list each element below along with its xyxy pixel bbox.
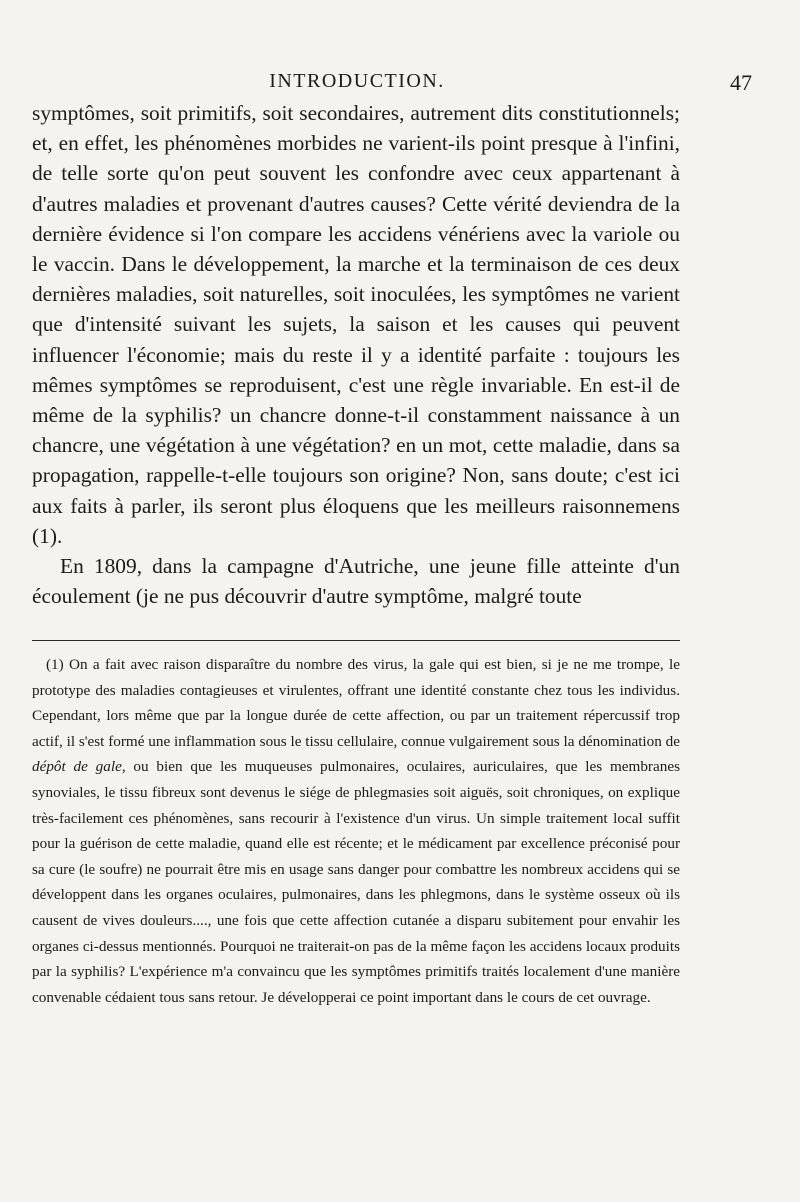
footnote-paragraph	[32, 652, 680, 1010]
page-header	[32, 70, 752, 100]
body-paragraph: En 1809, dans la campagne d'Autriche, une jeune fille atteinte d'un écoulement (je ne pus découvrir d'autre symptôme, malgré toute	[32, 554, 680, 609]
page-number: 47	[730, 70, 752, 95]
footnote-divider	[32, 640, 680, 641]
footnote	[32, 652, 680, 1010]
running-title: INTRODUCTION.	[269, 70, 445, 92]
footnote-text: (1) On a fait avec raison disparaître du nombre des virus, la gale qui est bien, si je ne me trompe, le prototype des maladies contagieuses et virulentes, offrant une identité constante chez tous les individus. Cependant, lors même que par la longue durée de cette affection, ou par un traitement répercussif trop actif, il s'est formé une inflammation sous le tissu cellulaire, connue vulgairement sous la dénomination de	[32, 656, 680, 750]
body-paragraph: symptômes, soit primitifs, soit secondaires, autrement dits constitutionnels; et, en effet, les phénomènes morbides ne varient-ils point presque à l'infini, de telle sorte qu'on peut souvent les confondre avec ceux appartenant à d'autres maladies et provenant d'autres causes? Cette vérité deviendra de la dernière évidence si l'on compare les accidens vénériens avec la variole ou le vaccin. Dans le développement, la marche et la terminaison de ces deux dernières maladies, soit naturelles, soit inoculées, les symptômes ne varient que d'intensité suivant les sujets, la saison et les causes qui peuvent influencer l'économie; mais du reste il y a identité parfaite : toujours les mêmes symptômes se reproduisent, c'est une règle invariable. En est-il de même de la syphilis? un chancre donne-t-il constamment naissance à un chancre, une végétation à une végétation? en un mot, cette maladie, dans sa propagation, rappelle-t-elle toujours son origine? Non, sans doute; c'est ici aux faits à parler, ils seront plus éloquens que les meilleurs raisonnemens (1).	[32, 101, 680, 548]
footnote-text: , ou bien que les muqueuses pulmonaires, oculaires, auriculaires, que les membranes synoviales, le tissu fibreux sont devenus le siége de phlegmasies soit aiguës, soit chroniques, on explique très-facilement ces phénomènes, sans recourir à l'existence d'un virus. Un simple traitement local suffit pour la guérison de cette maladie, quand elle est récente; et le médicament par excellence préconisé pour sa cure (le soufre) ne pourrait être mis en usage sans danger pour combattre les nombreux accidens qui se développent dans les organes oculaires, pulmonaires, dans les phlegmons, dans le système osseux où ils causent de vives douleurs...., une fois que cette affection cutanée a disparu subitement pour envahir les organes ci-dessus mentionnés. Pourquoi ne traiterait-on pas de la même façon les accidens locaux produits par la syphilis? L'expérience m'a convaincu que les symptômes primitifs traités localement d'une manière convenable cédaient tous sans retour. Je développerai ce point important dans le cours de cet ouvrage.	[32, 758, 680, 1006]
footnote-italic-term: dépôt de gale	[32, 758, 122, 776]
main-text	[32, 98, 680, 611]
